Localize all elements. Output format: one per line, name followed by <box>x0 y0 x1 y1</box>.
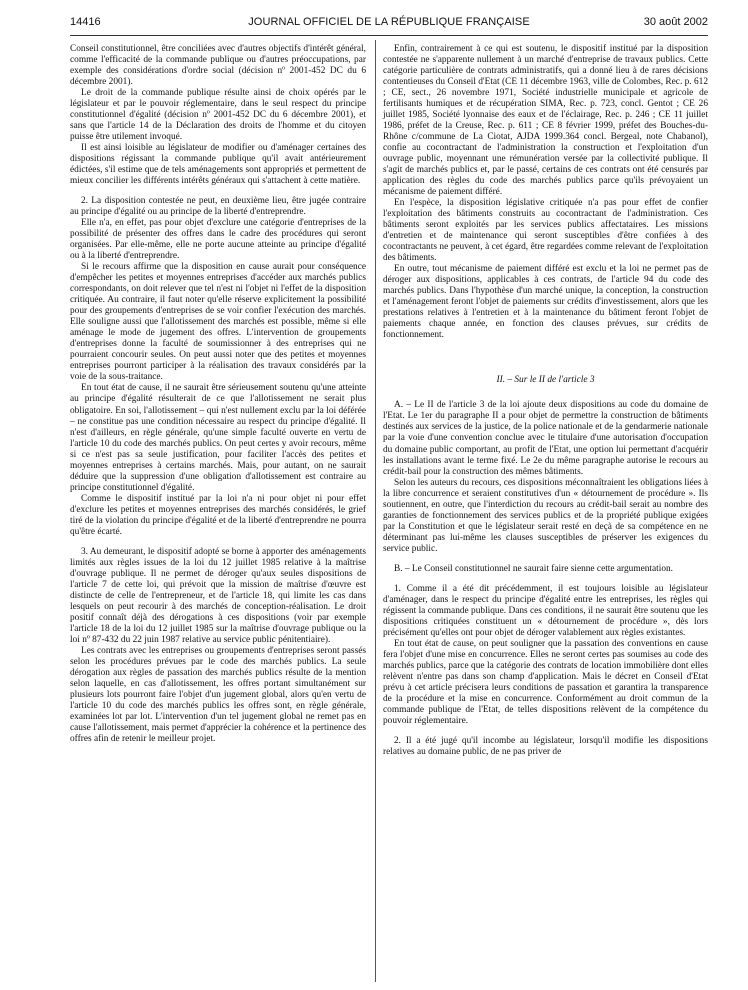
paragraph: 2. Il a été jugé qu'il incombe au législateur, lorsqu'il modifie les dispositions relatives au domaine public, de ne pas priver de <box>383 735 708 757</box>
paragraph: Il est ainsi loisible au législateur de modifier ou d'aménager certaines des dispositions régissant la commande publique qu'il avait antérieurement édictées, s'il estime que de tels aménagements sont appropriés et permettent de mieux concilier les différents intérêts généraux qui s'attachent à cette matière. <box>70 143 366 187</box>
paragraph: En tout état de cause, on peut souligner que la passation des conventions en cause fera l'objet d'une mise en concurrence. Elles ne seront certes pas soumises au code des marchés publics, parce que la catégorie des contrats de location immobilière dont elles relèvent n'entre pas dans son champ d'application. Mais le décret en Conseil d'Etat prévu à cet article précisera leurs conditions de passation et garantira la transparence de la procédure et la mise en concurrence. Conformément au droit commun de la commande publique de l'Etat, de telles dispositions relèvent de la compétence du pouvoir réglementaire. <box>383 638 708 726</box>
publication-date: 30 août 2002 <box>643 16 708 28</box>
paragraph: Comme le dispositif institué par la loi n'a ni pour objet ni pour effet d'exclure les petites et moyennes entreprises des marchés considérés, le grief tiré de la violation du principe d'égalité et de la liberté d'entreprendre ne pourra qu'être écarté. <box>70 493 366 537</box>
paragraph: Le droit de la commande publique résulte ainsi de choix opérés par le législateur et par le pouvoir réglementaire, dans le seul respect du principe constitutionnel d'égalité (décision nº 2001-452 DC du 6 décembre 2001), et sans que l'article 14 de la Déclaration des droits de l'homme et du citoyen puisse être utilement invoqué. <box>70 88 366 143</box>
journal-title: JOURNAL OFFICIEL DE LA RÉPUBLIQUE FRANÇAISE <box>248 16 530 28</box>
page-number: 14416 <box>70 16 101 28</box>
paragraph: En l'espèce, la disposition législative critiquée n'a pas pour effet de confier l'exploitation des bâtiments construits au cocontractant de l'administration. Ces bâtiments seront exploités par les services publics affectataires. Les missions d'entretien et de maintenance qui seront susceptibles d'être confiées à des cocontractants ne peuvent, à cet égard, être regardées comme relevant de l'exploitation des bâtiments. <box>383 198 708 264</box>
paragraph: 1. Comme il a été dit précédemment, il est toujours loisible au législateur d'aménager, dans le respect du principe d'égalité entre les entreprises, les règles qui régissent la commande publique. Dans ces conditions, il ne saurait être soutenu que les dispositions critiquées constituent un « détournement de procédure », dès lors précisément qu'elles ont pour objet de déroger valablement aux règles existantes. <box>383 583 708 638</box>
paragraph: B. – Le Conseil constitutionnel ne saurait faire sienne cette argumentation. <box>394 563 674 574</box>
paragraph: Les contrats avec les entreprises ou groupements d'entreprises seront passés selon les procédures prévues par le code des marchés publics. La seule dérogation aux règles de passation des marchés publics résulte de la mention selon laquelle, en cas d'allotissement, les offres portant simultanément sur plusieurs lots pourront faire l'objet d'un jugement global, alors qu'en vertu de l'article 10 du code des marchés publics les offres sont, en règle générale, examinées lot par lot. L'intervention d'un tel jugement global ne remet pas en cause l'allotissement, mais permet d'apprécier la cohérence et la pertinence des offres afin de retenir le meilleur projet. <box>70 645 366 744</box>
page-header <box>70 16 708 34</box>
paragraph: Conseil constitutionnel, être conciliées avec d'autres objectifs d'intérêt général, comme l'efficacité de la commande publique ou d'autres préoccupations, par exemple des considérations d'ordre social (décision nº 2001-452 DC du 6 décembre 2001). <box>70 44 366 88</box>
paragraph: En tout état de cause, il ne saurait être sérieusement soutenu qu'une atteinte au principe d'égalité résulterait de ce que l'allotissement ne serait plus obligatoire. En soi, l'allotissement – qui n'est nullement exclu par la loi déférée – ne constitue pas une condition nécessaire au respect du principe d'égalité. Il n'est d'ailleurs, en règle générale, qu'une simple faculté ouverte en vertu de l'article 10 du code des marchés publics. On peut certes y avoir recours, même si ce n'est pas sa seule justification, pour faciliter l'accès des petites et moyennes entreprises à certains marchés. Mais, pour autant, on ne saurait déduire que la suppression d'une obligation d'allotissement est contraire au principe constitutionnel d'égalité. <box>70 383 366 493</box>
paragraph: Selon les auteurs du recours, ces dispositions méconnaîtraient les obligations liées à la libre concurrence et seraient constitutives d'un « détournement de procédure ». Ils soutiennent, en outre, que l'interdiction du recours au crédit-bail serait au nombre des garanties de fonctionnement des services publics et de la propriété publique exigées par la Constitution et que le législateur serait resté en deçà de sa compétence en ne déterminant pas lui-même les clauses susceptibles de préserver les exigences du service public. <box>383 477 708 554</box>
section-heading-text: II. – Sur le II de l'article 3 <box>496 375 595 386</box>
column-divider <box>375 40 376 982</box>
paragraph: 3. Au demeurant, le dispositif adopté se borne à apporter des aménagements limités aux règles issues de la loi du 12 juillet 1985 relative à la maîtrise d'ouvrage publique. Il ne permet de déroger qu'aux seules dispositions de l'article 7 de cette loi, qui prévoit que la mission de maîtrise d'œuvre est distincte de celle de l'entrepreneur, et de l'article 18, qui limite les cas dans lesquels on peut recourir à des marchés de conception-réalisation. Le droit positif connaît déjà des dérogations à ces dispositions (voir par exemple l'article 18 de la loi du 12 juillet 1985 sur la maîtrise d'ouvrage publique ou la loi nº 87-432 du 22 juin 1987 relative au service public pénitentiaire). <box>70 546 366 645</box>
paragraph: Elle n'a, en effet, pas pour objet d'exclure une catégorie d'entreprises de la possibilité de présenter des offres dans le cadre des procédures qui seront organisées. Par elle-même, elle ne porte aucune atteinte au principe d'égalité ou à la liberté d'entreprendre. <box>70 218 366 262</box>
paragraph: En outre, tout mécanisme de paiement différé est exclu et la loi ne permet pas de déroger aux dispositions, applicables à ces contrats, de l'article 94 du code des marchés publics. Dans l'hypothèse d'un marché unique, la conception, la construction et l'aménagement feront l'objet de paiements sur crédits d'investissement, alors que les prestations relatives à l'entretien et à la maintenance du bâtiment feront l'objet de paiements chaque année, en fonction des clauses prévues, sur crédits de fonctionnement. <box>383 264 708 341</box>
left-column <box>70 44 366 745</box>
section-heading <box>383 375 708 386</box>
right-column <box>383 44 708 758</box>
header-rule <box>70 35 708 36</box>
paragraph: Si le recours affirme que la disposition en cause aurait pour conséquence d'empêcher les petites et moyennes entreprises d'accéder aux marchés publics correspondants, on doit relever que tel n'est ni l'objet ni l'effet de la disposition critiquée. Au contraire, il faut noter qu'elle réserve explicitement la possibilité pour des groupements d'entreprises de se voir confier l'exécution des marchés. Elle souligne aussi que l'allotissement des marchés est possible, même si elle aménage le mode de jugement des offres. L'intervention de groupements d'entreprises donne la faculté de soumissionner à des entreprises qui ne pourraient concourir seules. On peut aussi noter que des petites et moyennes entreprises pourront participer à la réalisation des travaux considérés par la voie de la sous-traitance. <box>70 262 366 383</box>
paragraph: A. – Le II de l'article 3 de la loi ajoute deux dispositions au code du domaine de l'Etat. Le 1er du paragraphe II a pour objet de permettre la construction de bâtiments destinés aux services de la justice, de la police nationale et de la gendarmerie nationale par la voie d'une convention conclue avec le titulaire d'une autorisation d'occupation du domaine public comportant, au profit de l'Etat, une option lui permettant d'acquérir les installations avant le terme fixé. Le 2e du même paragraphe autorise le recours au crédit-bail pour la construction des mêmes bâtiments. <box>383 400 708 477</box>
paragraph: Enfin, contrairement à ce qui est soutenu, le dispositif institué par la disposition contestée ne s'apparente nullement à un marché d'entreprise de travaux publics. Cette catégorie particulière de contrats administratifs, qui a donné lieu à de rares décisions contentieuses du Conseil d'Etat (CE 11 décembre 1963, ville de Colombes, Rec. p. 612 ; CE, sect., 26 novembre 1971, Société industrielle municipale et agricole de fertilisants humiques et de récupération SIMA, Rec. p. 723, concl. Gentot ; CE 26 juillet 1985, Société lyonnaise des eaux et de l'éclairage, Rec. p. 246 ; CE 11 juillet 1986, préfet de la Creuse, Rec. p. 611 ; CE 8 février 1999, préfet des Bouches-du-Rhône c/commune de La Ciotat, AJDA 1999.364 concl. Bergeal, note Chabanol), confie au cocontractant de l'administration la construction et l'exploitation d'un ouvrage public, moyennant une rémunération versée par la collectivité publique. Il s'agit de marchés publics et, par le passé, certains de ces contrats ont été censurés par application des règles du code des marchés publics parce qu'ils prévoyaient un mécanisme de paiement différé. <box>383 44 708 198</box>
paragraph: 2. La disposition contestée ne peut, en deuxième lieu, être jugée contraire au principe d'égalité ou au principe de la liberté d'entreprendre. <box>70 196 366 218</box>
